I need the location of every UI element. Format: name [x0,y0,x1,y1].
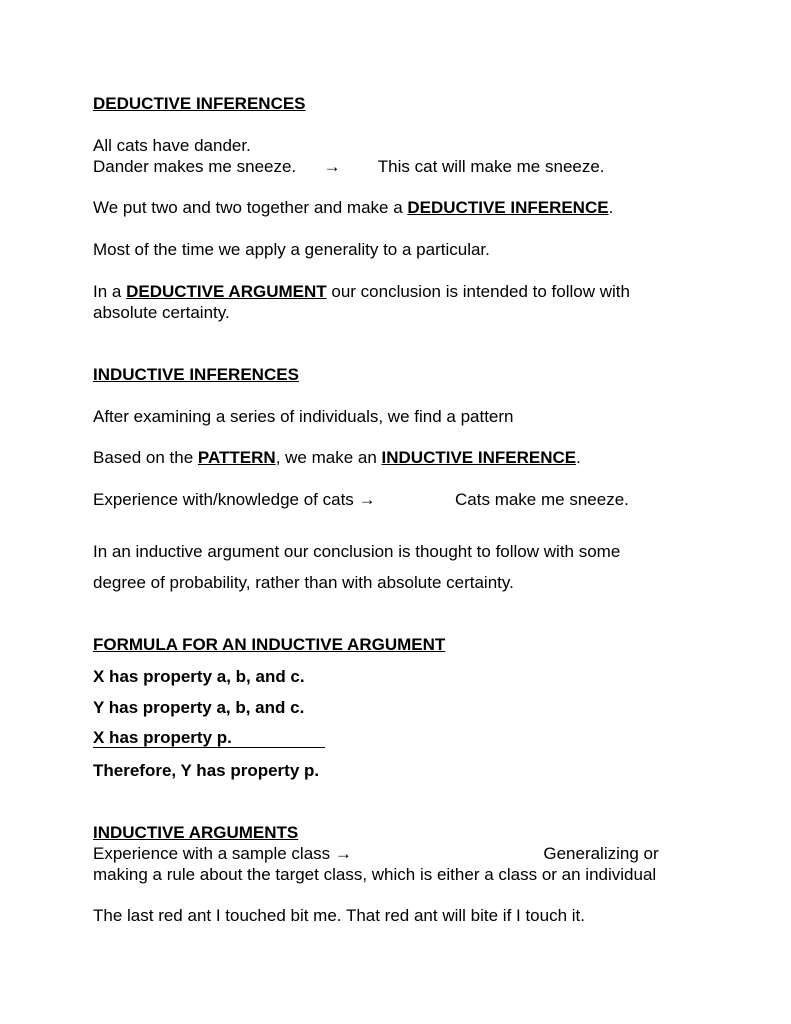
text-run: , we make an [275,448,382,467]
arguments-example: The last red ant I touched bit me. That red ant will bite if I touch it. [93,906,585,925]
deductive-paragraph-3 [93,281,630,302]
inductive-arguments-heading: INDUCTIVE ARGUMENTS [93,823,299,842]
arrow-icon: → [358,490,376,509]
deductive-heading: DEDUCTIVE INFERENCES [93,94,306,113]
arrow-icon: → [323,157,341,176]
deductive-inference-term: DEDUCTIVE INFERENCE [407,198,609,217]
inductive-paragraph-1: After examining a series of individuals, we find a pattern [93,407,514,426]
deductive-premise-2-row [93,156,605,177]
inductive-paragraph-2 [93,447,581,468]
formula-line-3: X has property p. [93,728,325,748]
deductive-paragraph-3-cont: absolute certainty. [93,303,230,322]
deductive-argument-term: DEDUCTIVE ARGUMENT [126,282,327,301]
text-run: . [576,448,581,467]
pattern-term: PATTERN [197,448,276,467]
arrow-icon: → [334,844,352,863]
text-run: Based on the [93,448,198,467]
deductive-premise-2: Dander makes me sneeze. [93,157,297,176]
arguments-conclusion-start: Generalizing or [543,844,659,863]
deductive-conclusion: This cat will make me sneeze. [377,157,605,176]
text-run: We put two and two together and make a [93,198,408,217]
deductive-paragraph-1 [93,197,613,218]
inductive-inference-term: INDUCTIVE INFERENCE [381,448,577,467]
inductive-paragraph-3-row [93,489,629,510]
arguments-premise: Experience with a sample class [93,844,335,863]
formula-line-2: Y has property a, b, and c. [93,698,305,717]
deductive-paragraph-2: Most of the time we apply a generality to a particular. [93,240,490,259]
inductive-premise: Experience with/knowledge of cats [93,490,359,509]
inductive-heading: INDUCTIVE INFERENCES [93,365,299,384]
arguments-line-2: making a rule about the target class, which is either a class or an individual [93,865,657,884]
arguments-line-1-row [93,843,659,864]
deductive-premise-1: All cats have dander. [93,136,251,155]
text-run: our conclusion is intended to follow with [326,282,630,301]
formula-heading: FORMULA FOR AN INDUCTIVE ARGUMENT [93,635,446,654]
inductive-paragraph-4-line-2: degree of probability, rather than with absolute certainty. [93,573,514,592]
text-run: . [608,198,614,217]
formula-line-4: Therefore, Y has property p. [93,761,320,780]
text-run: In a [93,282,127,301]
inductive-paragraph-4-line-1: In an inductive argument our conclusion is thought to follow with some [93,542,621,561]
inductive-conclusion: Cats make me sneeze. [455,490,629,509]
formula-line-1: X has property a, b, and c. [93,667,305,686]
